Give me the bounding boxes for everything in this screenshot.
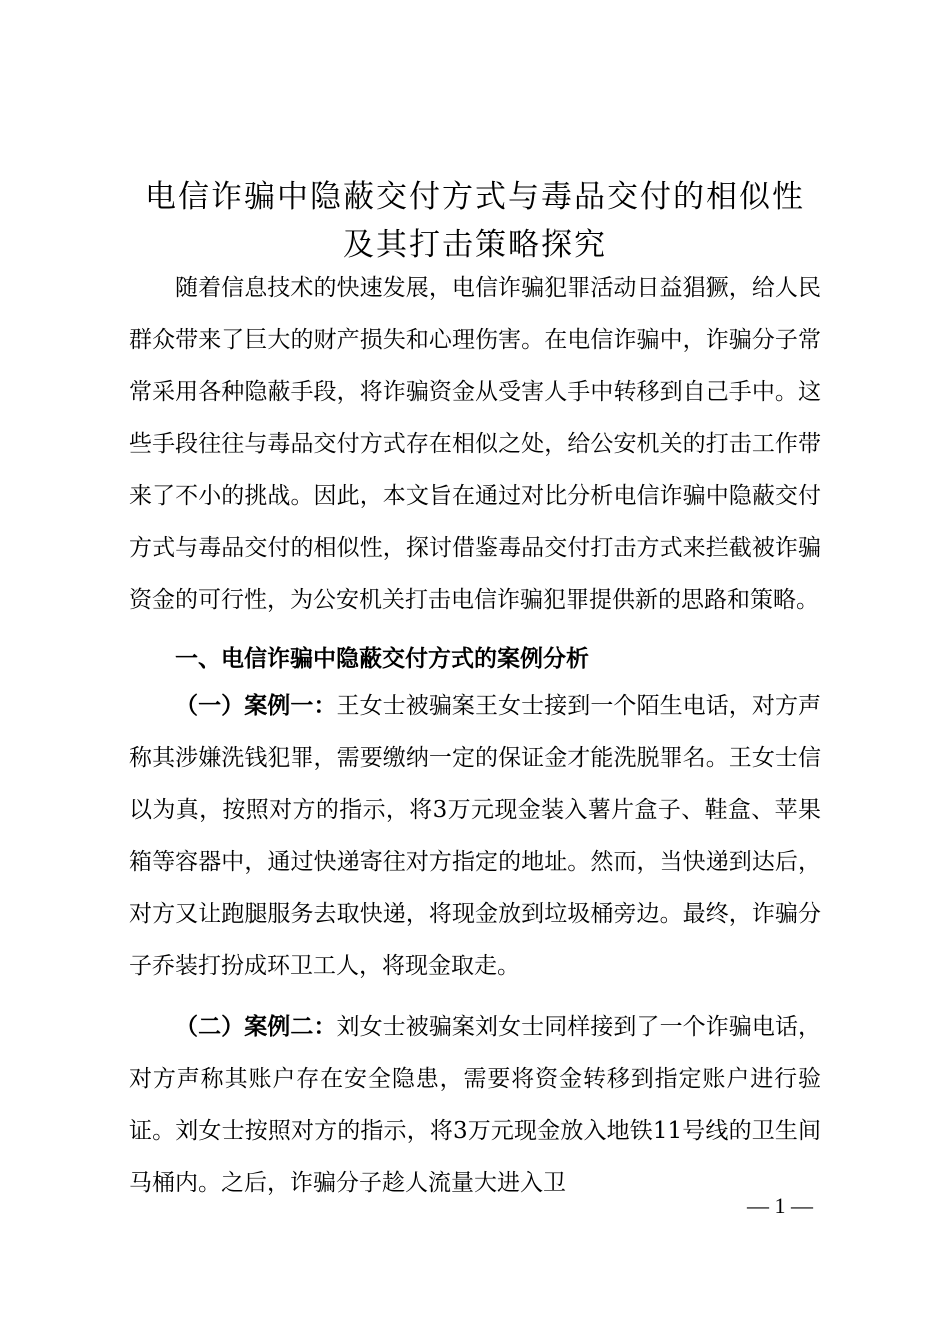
- intro-paragraph: 随着信息技术的快速发展，电信诈骗犯罪活动日益猖獗，给人民群众带来了巨大的财产损失和心理伤害。在电信诈骗中，诈骗分子常常采用各种隐蔽手段，将诈骗资金从受害人手中转移到自己手中。这些手段往往与毒品交付方式存在相似之处，给公安机关的打击工作带来了不小的挑战。因此，本文旨在通过对比分析电信诈骗中隐蔽交付方式与毒品交付的相似性，探讨借鉴毒品交付打击方式来拦截被诈骗资金的可行性，为公安机关打击电信诈骗犯罪提供新的思路和策略。: [129, 275, 821, 613]
- case-1-text: 王女士被骗案王女士接到一个陌生电话，对方声称其涉嫌洗钱犯罪，需要缴纳一定的保证金才能洗脱罪名。王女士信以为真，按照对方的指示，将3万元现金装入薯片盒子、鞋盒、苹果箱等容器中，通过快递寄往对方指定的地址。然而，当快递到达后，对方又让跑腿服务去取快递，将现金放到垃圾桶旁边。最终，诈骗分子乔装打扮成环卫工人，将现金取走。: [129, 693, 822, 979]
- document-title-line-2: 及其打击策略探究: [343, 227, 607, 263]
- case-1-paragraph: [129, 680, 821, 992]
- case-2-paragraph: [129, 1001, 821, 1209]
- page-number: — 1 —: [747, 1193, 813, 1218]
- case-1-label: （一）案例一：: [175, 693, 337, 719]
- case-2-text: 刘女士被骗案刘女士同样接到了一个诈骗电话，对方声称其账户存在安全隐患，需要将资金转移到指定账户进行验证。刘女士按照对方的指示，将3万元现金放入地铁11号线的卫生间马桶内。之后，诈骗分子趁人流量大进入卫: [129, 1014, 822, 1196]
- case-2-label: （二）案例二：: [175, 1014, 337, 1040]
- section-heading-1: 一、电信诈骗中隐蔽交付方式的案例分析: [175, 646, 589, 672]
- document-title-line-1: 电信诈骗中隐蔽交付方式与毒品交付的相似性: [145, 179, 805, 215]
